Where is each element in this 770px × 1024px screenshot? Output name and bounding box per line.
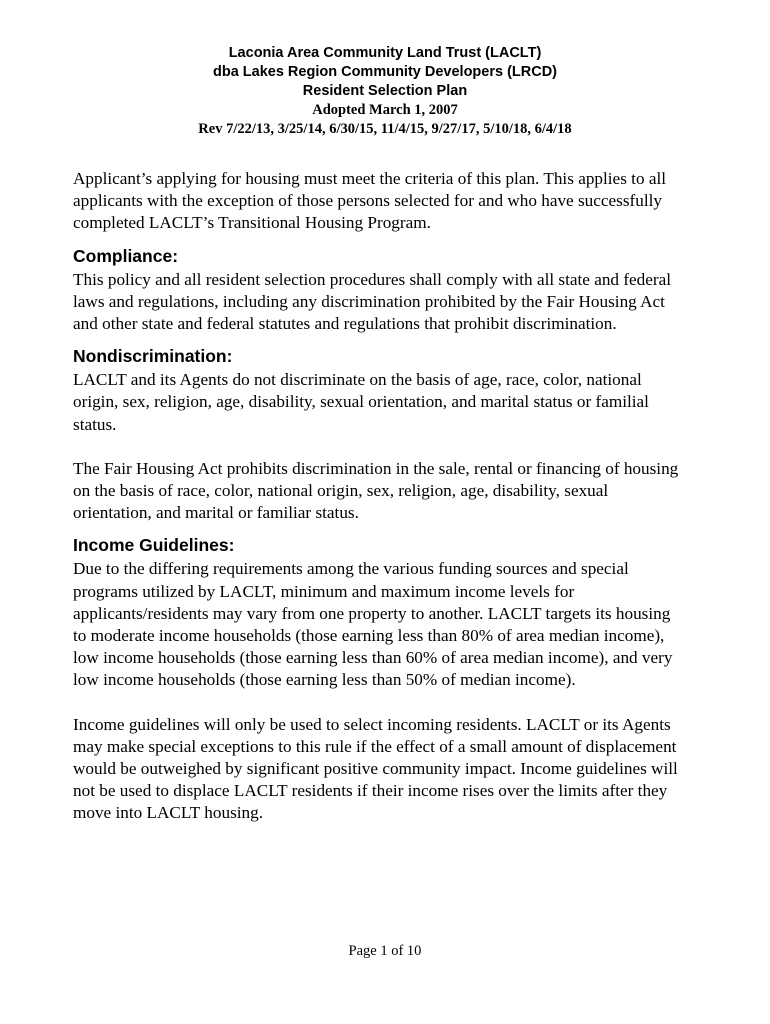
page-number: Page 1 of 10 (348, 943, 422, 959)
text-line: origin, sex, religion, age, disability, sexual orientation, and marital status or familial (73, 392, 649, 412)
text-line: laws and regulations, including any discrimination prohibited by the Fair Housing Act (73, 291, 665, 311)
adopted-date: Adopted March 1, 2007 (312, 102, 458, 118)
text-line: Applicant’s applying for housing must meet the criteria of this plan. This applies to all (73, 169, 667, 188)
text-line: on the basis of race, color, national origin, sex, religion, age, disability, sexual (73, 481, 609, 501)
text-line: The Fair Housing Act prohibits discrimination in the sale, rental or financing of housing (73, 458, 679, 478)
text-line: applicants with the exception of those persons selected for and who have successfully (73, 191, 662, 211)
organization-name: Laconia Area Community Land Trust (LACLT) (228, 45, 542, 61)
text-line: low income households (those earning less than 60% of area median income), and very (73, 648, 673, 668)
nondiscrimination-heading: Nondiscrimination: (73, 346, 233, 367)
compliance-heading: Compliance: (73, 245, 179, 266)
text-line: low income households (those earning less than 50% of median income). (73, 670, 576, 690)
income-guidelines-heading: Income Guidelines: (73, 535, 235, 556)
text-line: applicants/residents may vary from one property to another. LACLT targets its housing (73, 603, 671, 623)
intro-paragraph (73, 168, 705, 235)
text-line: not be used to displace LACLT residents if their income rises over the limits after they (73, 781, 668, 801)
text-line: programs utilized by LACLT, minimum and maximum income levels for (73, 581, 575, 601)
revision-dates: Rev 7/22/13, 3/25/14, 6/30/15, 11/4/15, 9/27/17, 5/10/18, 6/4/18 (198, 121, 572, 137)
text-line: status. (73, 414, 117, 434)
text-line: Due to the differing requirements among the various funding sources and special (73, 559, 629, 579)
nondiscrimination-paragraph-2 (73, 458, 705, 525)
document-body (73, 168, 705, 825)
text-line: Income guidelines will only be used to select incoming residents. LACLT or its Agents (73, 714, 671, 734)
income-paragraph-1 (73, 558, 705, 691)
income-paragraph-2 (73, 714, 705, 825)
text-line: to moderate income households (those earning less than 80% of area median income), (73, 626, 665, 646)
text-line: would be outweighed by significant positive community impact. Income guidelines will (73, 759, 678, 779)
text-line: This policy and all resident selection procedures shall comply with all state and federal (73, 269, 672, 289)
text-line: move into LACLT housing. (73, 803, 264, 823)
text-line: orientation, and marital or familiar status. (73, 503, 359, 523)
text-line: may make special exceptions to this rule if the effect of a small amount of displacement (73, 736, 677, 756)
nondiscrimination-paragraph-1 (73, 369, 705, 436)
document-header (0, 44, 770, 139)
dba-name: dba Lakes Region Community Developers (LRCD) (212, 64, 558, 80)
document-title: Resident Selection Plan (302, 83, 468, 99)
text-line: LACLT and its Agents do not discriminate on the basis of age, race, color, national (73, 370, 642, 390)
text-line: and other state and federal statutes and regulations that prohibit discrimination. (73, 314, 617, 334)
text-line: completed LACLT’s Transitional Housing Program. (73, 213, 431, 233)
compliance-paragraph (73, 269, 705, 336)
